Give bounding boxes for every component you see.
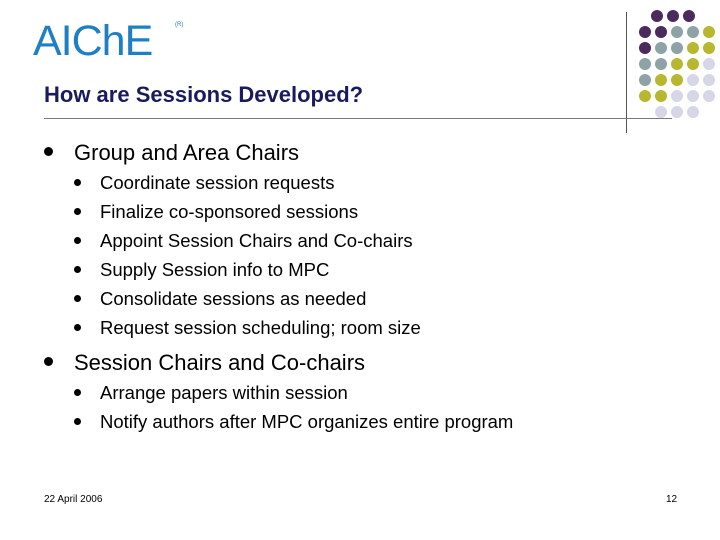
section-heading — [44, 348, 684, 378]
dot — [671, 74, 683, 86]
dot — [703, 90, 715, 102]
list-item-text: Appoint Session Chairs and Co-chairs — [100, 230, 413, 251]
bullet-icon — [74, 418, 81, 425]
title-divider — [44, 118, 672, 119]
list-item — [44, 284, 684, 313]
bullet-icon — [74, 295, 81, 302]
dot — [655, 58, 667, 70]
bullet-icon — [74, 389, 81, 396]
footer-date: 22 April 2006 — [44, 494, 103, 505]
aiche-logo — [33, 17, 184, 65]
list-item-text: Request session scheduling; room size — [100, 317, 421, 338]
dot — [655, 106, 667, 118]
dot — [671, 26, 683, 38]
list-item — [44, 197, 684, 226]
decorative-vertical-line — [626, 12, 627, 133]
sub-bullet-list — [44, 168, 684, 342]
dot — [651, 10, 663, 22]
dot — [703, 74, 715, 86]
list-item-text: Coordinate session requests — [100, 172, 335, 193]
dot — [639, 58, 651, 70]
bullet-icon — [44, 357, 53, 366]
dot — [655, 42, 667, 54]
dot — [671, 42, 683, 54]
dot — [703, 58, 715, 70]
list-item-text: Notify authors after MPC organizes entire program — [100, 411, 514, 432]
dot — [671, 90, 683, 102]
bullet-icon — [44, 147, 53, 156]
section-heading — [44, 138, 684, 168]
dot — [655, 74, 667, 86]
logo-text: AIChE — [33, 17, 153, 65]
dot — [667, 10, 679, 22]
dot — [687, 106, 699, 118]
dot — [687, 74, 699, 86]
bullet-icon — [74, 324, 81, 331]
dot — [687, 90, 699, 102]
list-item — [44, 226, 684, 255]
dot — [683, 10, 695, 22]
bullet-icon — [74, 266, 81, 273]
dot — [655, 26, 667, 38]
page-number: 12 — [666, 494, 678, 505]
list-item — [44, 378, 684, 407]
dot — [639, 90, 651, 102]
list-item — [44, 313, 684, 342]
bullet-icon — [74, 179, 81, 186]
dot — [639, 26, 651, 38]
dot — [687, 26, 699, 38]
registered-mark: (R) — [175, 22, 184, 28]
list-item — [44, 255, 684, 284]
sub-bullet-list — [44, 378, 684, 436]
dot — [639, 42, 651, 54]
list-item-text: Consolidate sessions as needed — [100, 288, 367, 309]
section-heading-text: Group and Area Chairs — [74, 140, 300, 165]
bullet-icon — [74, 208, 81, 215]
list-item — [44, 407, 684, 436]
slide-content — [44, 138, 684, 436]
dot — [639, 74, 651, 86]
dot — [671, 106, 683, 118]
list-item-text: Finalize co-sponsored sessions — [100, 201, 359, 222]
list-item-text: Arrange papers within session — [100, 382, 348, 403]
list-item-text: Supply Session info to MPC — [100, 259, 330, 280]
dot — [671, 58, 683, 70]
dot — [687, 42, 699, 54]
section-heading-text: Session Chairs and Co-chairs — [74, 350, 366, 375]
slide-title: How are Sessions Developed? — [44, 82, 364, 107]
dot — [687, 58, 699, 70]
dot — [703, 42, 715, 54]
list-item — [44, 168, 684, 197]
bullet-icon — [74, 237, 81, 244]
dot — [703, 26, 715, 38]
dot — [655, 90, 667, 102]
